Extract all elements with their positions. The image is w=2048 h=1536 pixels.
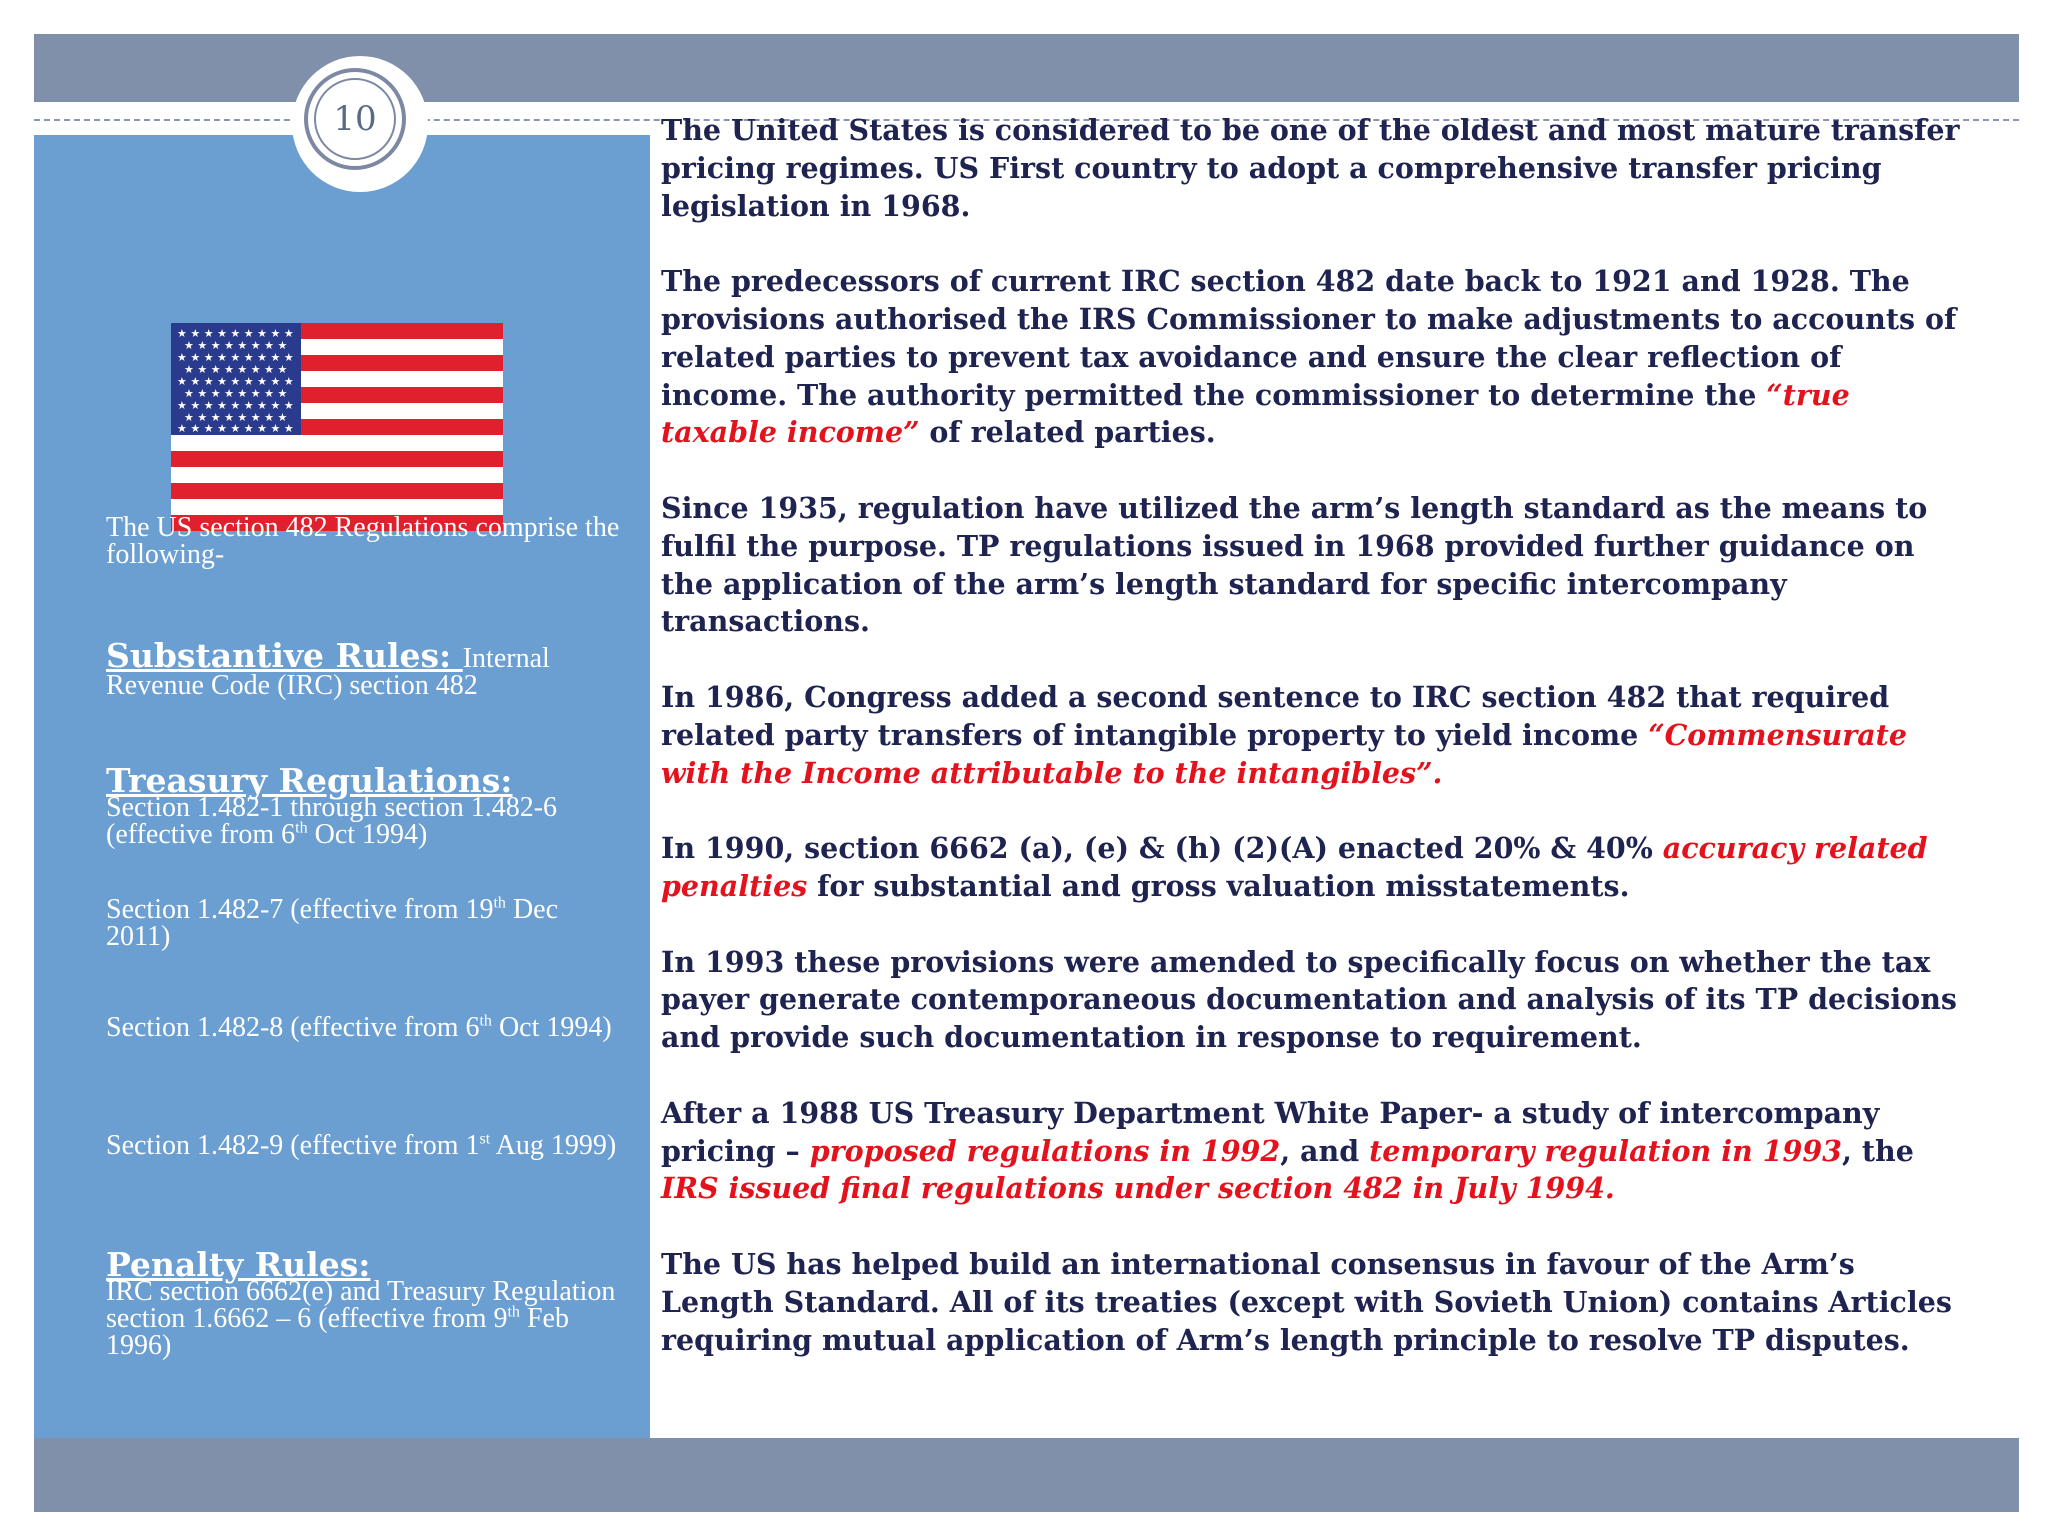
page-number: 10: [314, 78, 396, 160]
paragraph-7: After a 1988 US Treasury Department White Paper- a study of intercompany pricing – proposed regulations in 1992, and temporary regulation in 1993, the IRS issued final regulations under section 482 in July 1994.: [661, 1095, 1914, 1206]
paragraph-6: In 1993 these provisions were amended to specifically focus on whether the tax payer generate contemporaneous documentation and analysis of its TP decisions and provide such documentation in response to requirement.: [661, 944, 1957, 1055]
svg-text:★ ★ ★ ★ ★ ★ ★ ★ ★: ★ ★ ★ ★ ★ ★ ★ ★ ★: [177, 351, 294, 364]
treasury-item-3: Section 1.482-8 (effective from 6th Oct 1994): [106, 1012, 612, 1043]
treasury-item-4: Section 1.482-9 (effective from 1st Aug 1999): [106, 1130, 617, 1161]
paragraph-3: Since 1935, regulation have utilized the arm’s length standard as the means to fulfil the purpose. TP regulations issued in 1968 provided further guidance on the application of the arm’s length standard for specific intercompany transactions.: [661, 490, 1928, 639]
left-panel: [34, 135, 650, 1438]
substantive-rules: [106, 636, 626, 701]
paragraph-2: The predecessors of current IRC section 482 date back to 1921 and 1928. The provisions authorised the IRS Commissioner to make adjustments to accounts of related parties to prevent tax avoidance and ensure the clear reflection of income. The authority permitted the commissioner to determine the “true taxable income” of related parties.: [661, 264, 1957, 450]
treasury-item-2: Section 1.482-7 (effective from 19th Dec 2011): [106, 894, 559, 952]
svg-text:★ ★ ★ ★ ★ ★ ★ ★ ★: ★ ★ ★ ★ ★ ★ ★ ★ ★: [177, 375, 294, 388]
paragraph-5: In 1990, section 6662 (a), (e) & (h) (2)(A) enacted 20% & 40% accuracy related penalties for substantial and gross valuation misstatements.: [661, 831, 1928, 903]
svg-text:★ ★ ★ ★ ★ ★ ★ ★ ★: ★ ★ ★ ★ ★ ★ ★ ★ ★: [177, 422, 294, 435]
treasury-item-1: Section 1.482-1 through section 1.482-6 (effective from 6th Oct 1994): [106, 792, 558, 850]
page-number-badge: [292, 56, 428, 192]
paragraph-1: The United States is considered to be one of the oldest and most mature transfer pricing regimes. US First country to adopt a comprehensive transfer pricing legislation in 1968.: [661, 113, 1960, 223]
substantive-rules-heading: Substantive Rules:: [106, 636, 463, 675]
svg-text:★ ★ ★ ★ ★ ★ ★ ★ ★: ★ ★ ★ ★ ★ ★ ★ ★ ★: [177, 327, 294, 340]
main-content: [661, 112, 1961, 1397]
svg-text:★ ★ ★ ★ ★ ★ ★ ★: ★ ★ ★ ★ ★ ★ ★ ★: [184, 363, 288, 376]
substantive-rules-text: Internal Revenue Code (IRC) section 482: [106, 643, 550, 701]
penalty-rules-text: IRC section 6662(e) and Treasury Regulation section 1.6662 – 6 (effective from 9th Feb 1996): [106, 1276, 616, 1361]
bottom-band: [34, 1438, 2019, 1512]
us-flag-icon: [171, 323, 503, 531]
treasury-regulations: [106, 761, 626, 850]
svg-text:★ ★ ★ ★ ★ ★ ★ ★ ★: ★ ★ ★ ★ ★ ★ ★ ★ ★: [177, 399, 294, 412]
intro-text: The US section 482 Regulations comprise the following-: [106, 512, 620, 570]
paragraph-8: The US has helped build an international consensus in favour of the Arm’s Length Standard. All of its treaties (except with Sovieth Union) contains Articles requiring mutual application of Arm’s length principle to resolve TP disputes.: [661, 1246, 1952, 1357]
treasury-regulations-heading: Treasury Regulations:: [106, 761, 513, 800]
penalty-rules: [106, 1245, 626, 1361]
svg-text:★ ★ ★ ★ ★ ★ ★ ★: ★ ★ ★ ★ ★ ★ ★ ★: [184, 411, 288, 424]
svg-text:★ ★ ★ ★ ★ ★ ★ ★: ★ ★ ★ ★ ★ ★ ★ ★: [184, 387, 288, 400]
penalty-rules-heading: Penalty Rules:: [106, 1245, 371, 1284]
paragraph-4: In 1986, Congress added a second sentence to IRC section 482 that required related party transfers of intangible property to yield income “Commensurate with the Income attributable to the intangibles”.: [661, 679, 1907, 790]
svg-text:★ ★ ★ ★ ★ ★ ★ ★: ★ ★ ★ ★ ★ ★ ★ ★: [184, 339, 288, 352]
